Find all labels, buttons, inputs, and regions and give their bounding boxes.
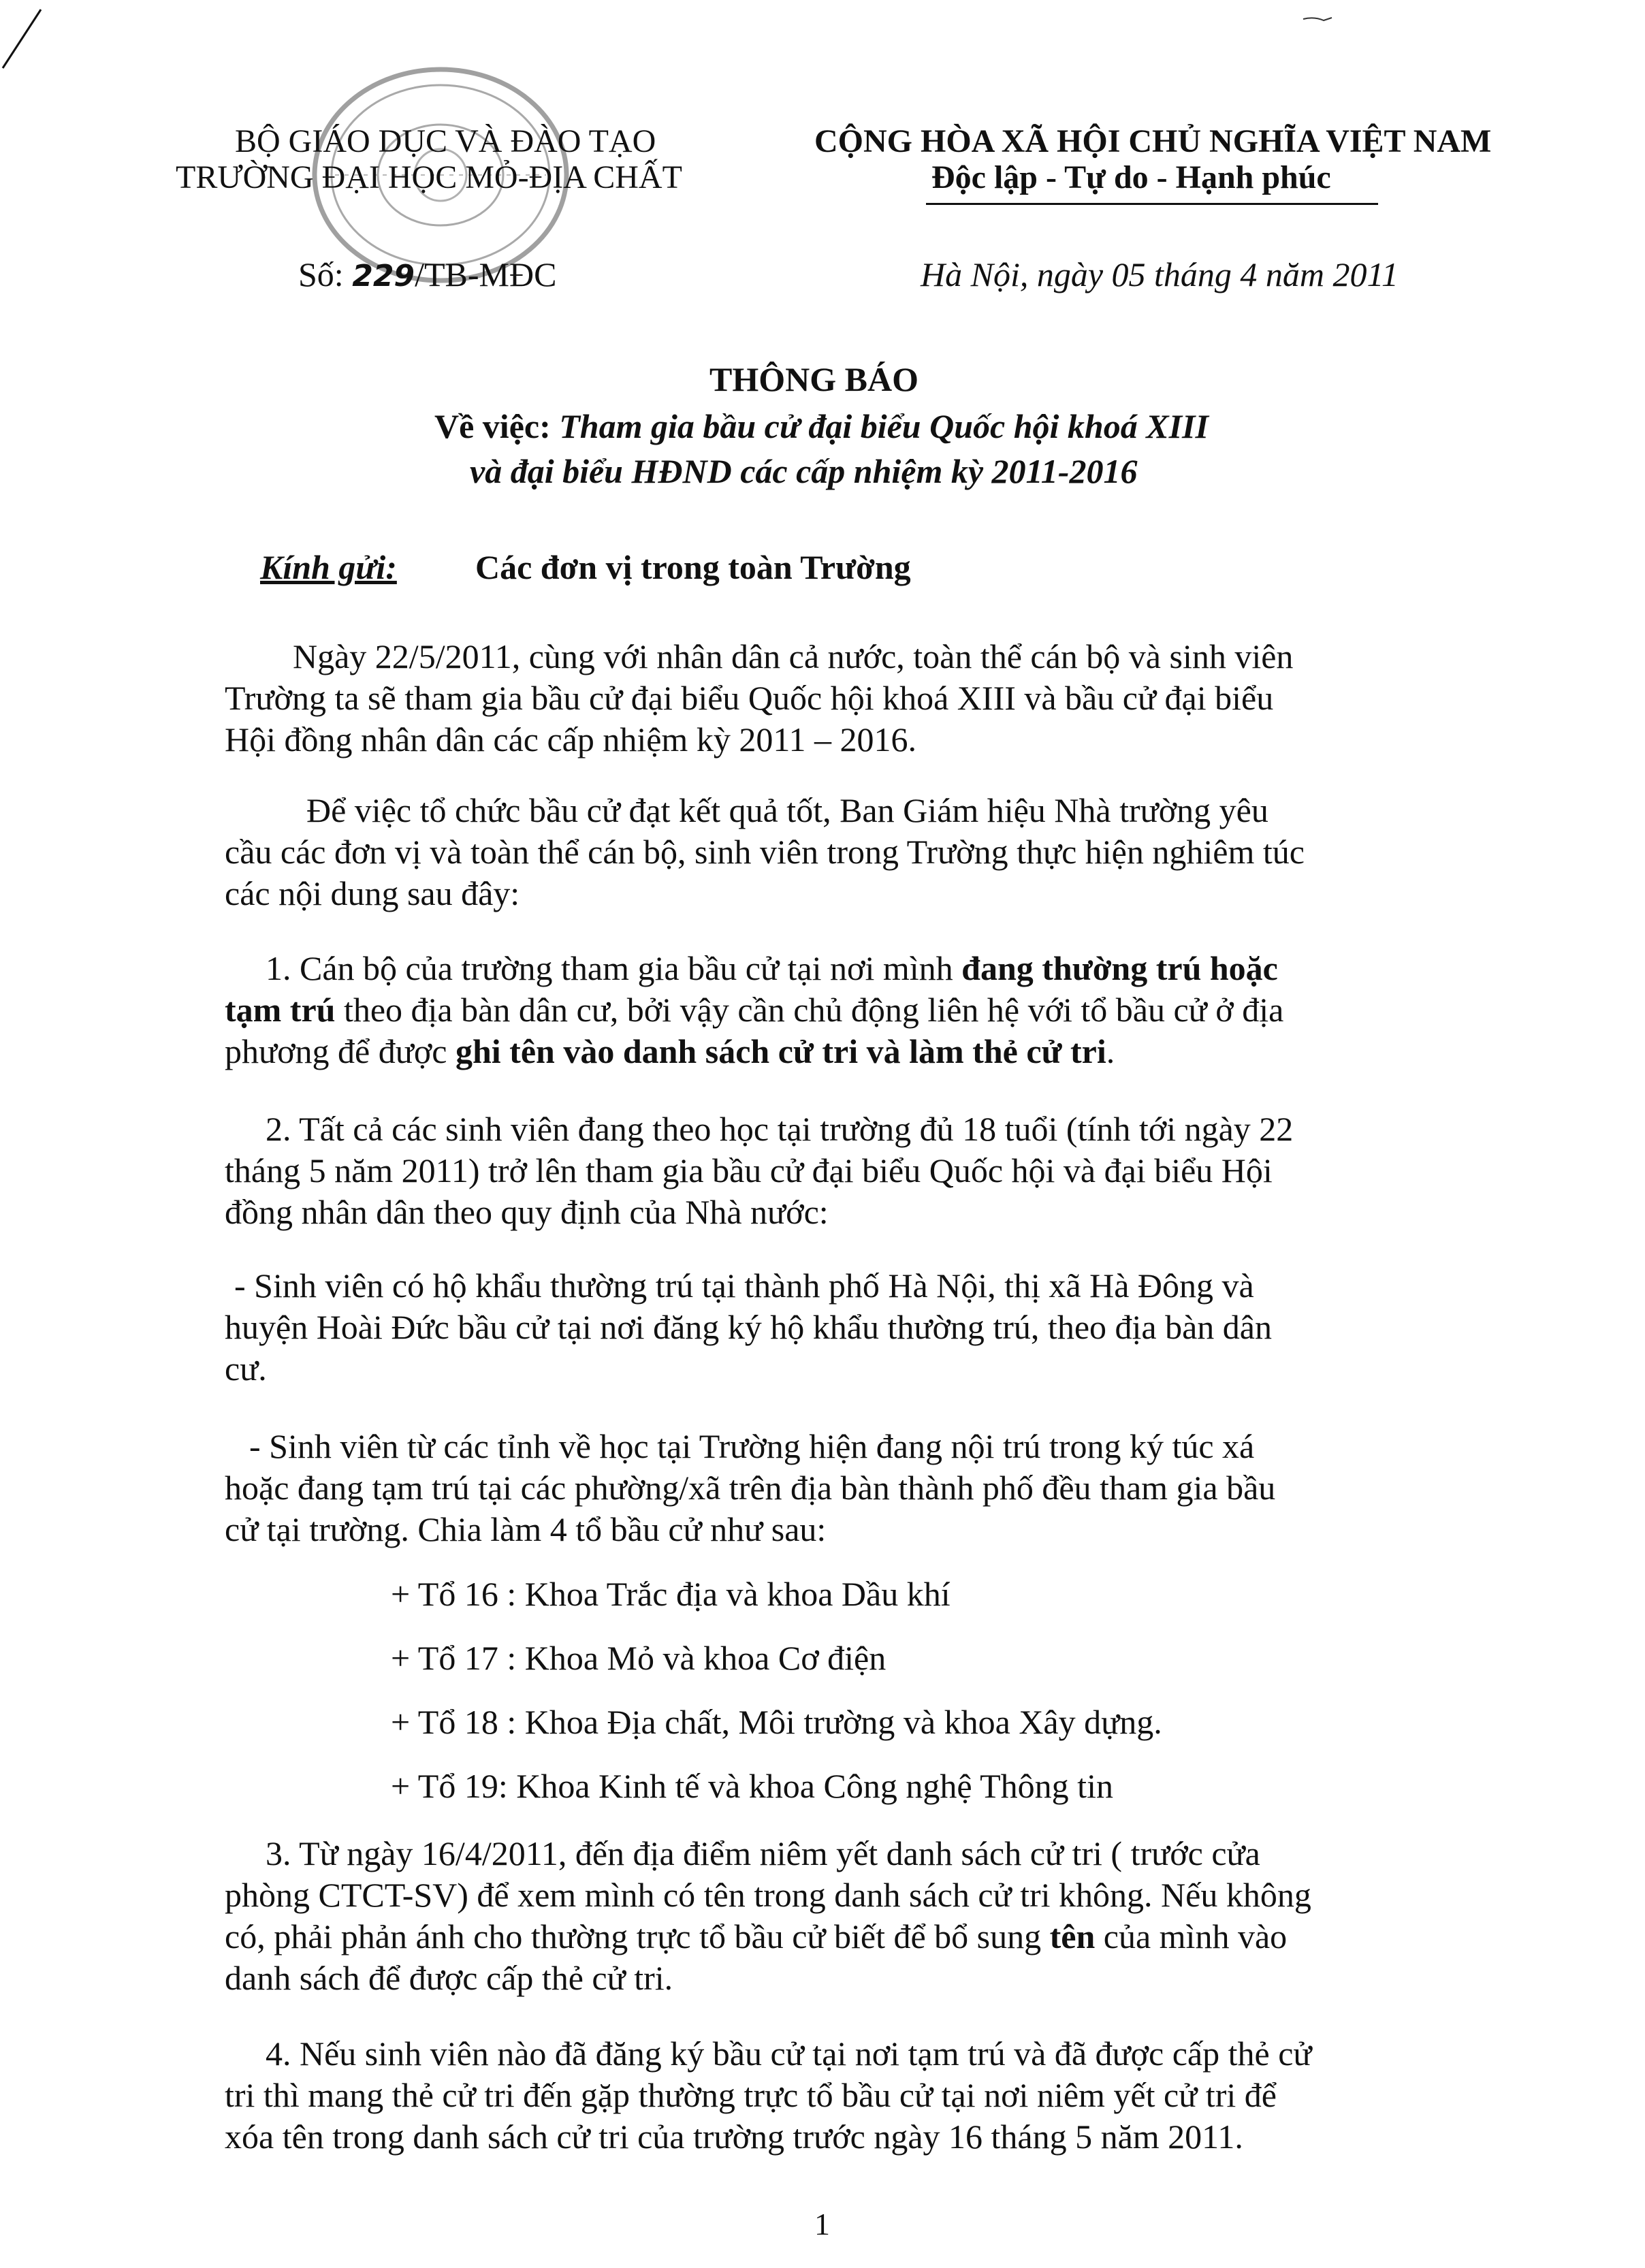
text-line: đồng nhân dân theo quy định của Nhà nước:: [225, 1193, 829, 1231]
group-16: + Tổ 16 : Khoa Trắc địa và khoa Dầu khí: [391, 1575, 951, 1613]
text-line: xóa tên trong danh sách cử tri của trường trước ngày 16 tháng 5 năm 2011.: [225, 2118, 1243, 2156]
text-line: các nội dung sau đây:: [225, 874, 520, 912]
subject-line-2: và đại biểu HĐND các cấp nhiệm kỳ 2011-2016: [470, 452, 1138, 490]
motto-underline: [926, 203, 1378, 205]
text-line: Trường ta sẽ tham gia bầu cử đại biểu Quốc hội khoá XIII và bầu cử đại biểu: [225, 679, 1274, 717]
text-line: hoặc đang tạm trú tại các phường/xã trên địa bàn thành phố đều tham gia bầu: [225, 1469, 1276, 1507]
text-line: phòng CTCT-SV) để xem mình có tên trong danh sách cử tri không. Nếu không: [225, 1876, 1311, 1914]
text-line: danh sách để được cấp thẻ cử tri.: [225, 1959, 673, 1997]
recipient-value: Các đơn vị trong toàn Trường: [475, 548, 911, 586]
scan-speck: [1300, 10, 1341, 30]
text-line: cư.: [225, 1349, 267, 1388]
document-title: THÔNG BÁO: [709, 360, 919, 398]
text-line: 2. Tất cả các sinh viên đang theo học tại trường đủ 18 tuổi (tính tới ngày 22: [266, 1110, 1294, 1148]
text-line: tháng 5 năm 2011) trở lên tham gia bầu cử đại biểu Quốc hội và đại biểu Hội: [225, 1151, 1273, 1189]
number-prefix: Số:: [298, 255, 344, 293]
subject-line-1: [434, 406, 1209, 446]
issue-date: Hà Nội, ngày 05 tháng 4 năm 2011: [921, 255, 1399, 293]
item-1: [225, 948, 1283, 1072]
bullet-other-provinces: [225, 1426, 1275, 1550]
text-line: tạm trú theo địa bàn dân cư, bởi vậy cần chủ động liên hệ với tổ bầu cử ở địa: [225, 991, 1284, 1029]
page-number: 1: [814, 2207, 830, 2241]
text-line: 1. Cán bộ của trường tham gia bầu cử tại nơi mình đang thường trú hoặc: [266, 949, 1278, 987]
text-line: Ngày 22/5/2011, cùng với nhân dân cả nước, toàn thể cán bộ và sinh viên: [293, 637, 1294, 675]
text-line: huyện Hoài Đức bầu cử tại nơi đăng ký hộ khẩu thường trú, theo địa bàn dân: [225, 1308, 1272, 1346]
ministry-name: BỘ GIÁO DỤC VÀ ĐÀO TẠO: [235, 123, 656, 159]
recipient-label: Kính gửi:: [260, 548, 397, 586]
subject-text-1: Tham gia bầu cử đại biểu Quốc hội khoá XIII: [559, 407, 1209, 445]
number-suffix: /TB-MĐC: [415, 255, 557, 293]
national-title: CỘNG HÒA XÃ HỘI CHỦ NGHĨA VIỆT NAM: [814, 123, 1492, 159]
paragraph-intro: [225, 636, 1293, 761]
bullet-hanoi-residents: [225, 1265, 1272, 1390]
number-handwritten: 229: [352, 259, 415, 293]
group-17: + Tổ 17 : Khoa Mỏ và khoa Cơ điện: [391, 1639, 887, 1677]
text-line: - Sinh viên từ các tỉnh về học tại Trường hiện đang nội trú trong ký túc xá: [249, 1427, 1255, 1465]
text-line: 3. Từ ngày 16/4/2011, đến địa điểm niêm yết danh sách cử tri ( trước cửa: [266, 1834, 1260, 1872]
text-line: 4. Nếu sinh viên nào đã đăng ký bầu cử tại nơi tạm trú và đã được cấp thẻ cử: [266, 2034, 1312, 2073]
national-motto: Độc lập - Tự do - Hạnh phúc: [931, 159, 1331, 195]
group-18: + Tổ 18 : Khoa Địa chất, Môi trường và khoa Xây dựng.: [391, 1703, 1162, 1741]
group-19: + Tổ 19: Khoa Kinh tế và khoa Công nghệ Thông tin: [391, 1767, 1113, 1805]
item-2: [225, 1108, 1293, 1233]
text-line: cầu các đơn vị và toàn thể cán bộ, sinh viên trong Trường thực hiện nghiêm túc: [225, 833, 1305, 871]
university-name: TRƯỜNG ĐẠI HỌC MỎ-ĐỊA CHẤT: [176, 159, 682, 195]
item-3: [225, 1833, 1311, 1999]
text-line: - Sinh viên có hộ khẩu thường trú tại thành phố Hà Nội, thị xã Hà Đông và: [234, 1266, 1254, 1305]
document-number: [298, 255, 556, 294]
text-line: phương để được ghi tên vào danh sách cử tri và làm thẻ cử tri.: [225, 1032, 1115, 1070]
paragraph-request: [225, 790, 1305, 914]
text-line: tri thì mang thẻ cử tri đến gặp thường trực tổ bầu cử tại nơi niêm yết cử tri để: [225, 2076, 1277, 2114]
pen-mark: [0, 0, 54, 75]
text-line: Hội đồng nhân dân các cấp nhiệm kỳ 2011 – 2016.: [225, 720, 916, 758]
text-line: cử tại trường. Chia làm 4 tổ bầu cử như sau:: [225, 1510, 827, 1548]
subject-prefix: Về việc:: [434, 407, 551, 445]
text-line: Để việc tổ chức bầu cử đạt kết quả tốt, Ban Giám hiệu Nhà trường yêu: [306, 791, 1268, 829]
item-4: [225, 2033, 1312, 2158]
text-line: có, phải phản ánh cho thường trực tổ bầu cử biết để bổ sung tên của mình vào: [225, 1917, 1288, 1955]
